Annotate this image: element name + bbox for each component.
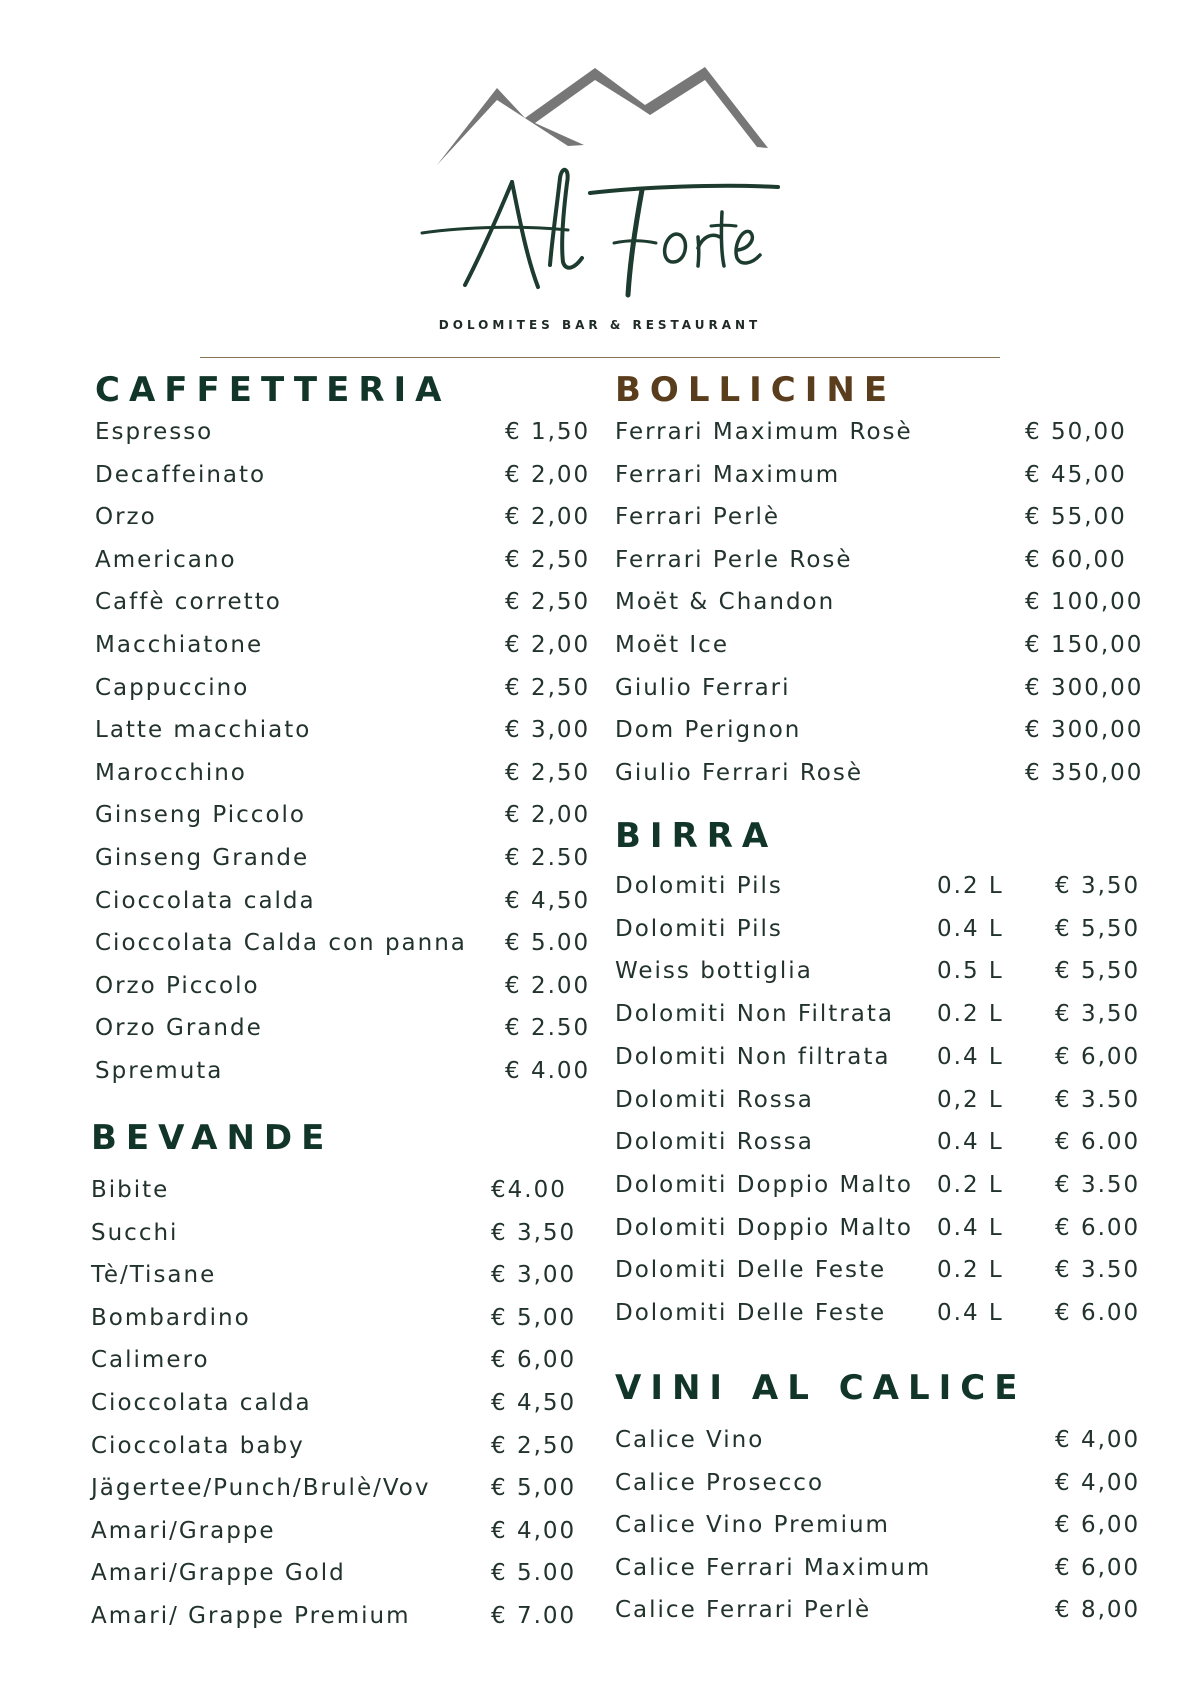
item-name: Latte macchiato <box>95 717 312 744</box>
item-price: € 2,00 <box>505 802 591 829</box>
mountains-icon <box>437 67 768 165</box>
item-size: 0.4 L <box>937 1043 1004 1070</box>
item-name: Calice Prosecco <box>615 1469 825 1496</box>
item-price: € 4,00 <box>1055 1427 1141 1453</box>
item-name: Giulio Ferrari Rosè <box>615 759 863 786</box>
item-price: € 3,00 <box>491 1262 577 1289</box>
item-price: € 2,50 <box>505 759 591 786</box>
menu-item <box>91 1297 621 1339</box>
item-price: € 2,50 <box>505 546 591 573</box>
item-price: € 2.50 <box>505 1015 591 1042</box>
menu-item <box>615 1462 1145 1504</box>
item-price: € 3,50 <box>491 1219 577 1246</box>
item-name: Calice Vino Premium <box>615 1512 890 1539</box>
menu-item <box>615 1121 1145 1163</box>
menu-item <box>91 1169 621 1211</box>
item-name: Calice Vino <box>615 1427 765 1453</box>
menu-item <box>615 908 1145 950</box>
item-price: € 4,50 <box>491 1390 577 1416</box>
item-name: Dolomiti Delle Feste <box>615 1257 887 1284</box>
menu-item <box>615 1207 1145 1249</box>
menu-item <box>91 1510 621 1552</box>
item-price: € 5,00 <box>491 1304 577 1331</box>
menu-item <box>95 411 625 453</box>
menu-item <box>95 752 625 794</box>
item-price: €4.00 <box>491 1177 567 1203</box>
item-price: € 4,00 <box>491 1517 577 1544</box>
menu-item <box>95 709 625 751</box>
item-name: Calimero <box>91 1347 210 1374</box>
item-price: € 3,00 <box>505 717 591 744</box>
item-name: Succhi <box>91 1219 179 1246</box>
menu-item <box>615 1164 1145 1206</box>
section-title-caffetteria: CAFFETTERIA <box>95 370 451 410</box>
item-name: Macchiatone <box>95 632 264 658</box>
item-name: Dolomiti Rossa <box>615 1129 814 1156</box>
item-name: Giulio Ferrari <box>615 674 791 701</box>
item-price: € 300,00 <box>1025 674 1144 701</box>
item-size: 0,2 L <box>937 1086 1004 1113</box>
item-name: Calice Ferrari Maximum <box>615 1554 932 1581</box>
item-price: € 5,50 <box>1055 915 1141 942</box>
item-price: € 3.50 <box>1055 1086 1141 1113</box>
item-size: 0.2 L <box>937 1001 1004 1028</box>
item-name: Cappuccino <box>95 674 250 701</box>
item-price: € 4,00 <box>1055 1469 1141 1496</box>
item-size: 0.4 L <box>937 1300 1004 1326</box>
menu-item <box>95 794 625 836</box>
menu-item <box>91 1339 621 1381</box>
section-title-bollicine: BOLLICINE <box>615 370 897 410</box>
menu-item <box>615 667 1145 709</box>
item-name: Dom Perignon <box>615 717 802 744</box>
menu-item <box>95 581 625 623</box>
section-title-bevande: BEVANDE <box>91 1118 334 1158</box>
brand-script-logo <box>422 170 778 295</box>
menu-item <box>615 624 1145 666</box>
menu-item <box>95 1050 625 1092</box>
menu-item <box>91 1595 621 1637</box>
item-price: € 6.00 <box>1055 1214 1141 1241</box>
item-price: € 2.00 <box>505 972 591 999</box>
menu-item <box>91 1212 621 1254</box>
item-price: € 7.00 <box>491 1603 577 1629</box>
brand-tagline: DOLOMITES BAR & RESTAURANT <box>438 318 762 332</box>
item-price: € 55,00 <box>1025 504 1127 531</box>
menu-item <box>615 1036 1145 1078</box>
item-name: Bombardino <box>91 1304 251 1331</box>
item-price: € 100,00 <box>1025 589 1144 616</box>
item-size: 0.4 L <box>937 1214 1004 1241</box>
item-price: € 2,50 <box>505 589 591 616</box>
item-name: Dolomiti Delle Feste <box>615 1300 887 1326</box>
menu-item <box>91 1254 621 1296</box>
menu-item <box>95 496 625 538</box>
item-size: 0.5 L <box>937 958 1004 985</box>
menu-item <box>95 1007 625 1049</box>
item-size: 0.2 L <box>937 873 1004 899</box>
item-price: € 6,00 <box>1055 1554 1141 1581</box>
item-price: € 4.00 <box>505 1058 591 1084</box>
menu-item <box>91 1467 621 1509</box>
item-name: Orzo Grande <box>95 1015 263 1042</box>
menu-item <box>615 496 1145 538</box>
item-name: Dolomiti Non filtrata <box>615 1043 891 1070</box>
item-price: € 6,00 <box>1055 1043 1141 1070</box>
item-name: Tè/Tisane <box>91 1262 217 1289</box>
item-price: € 6.00 <box>1055 1300 1141 1326</box>
item-price: € 2,00 <box>505 461 591 488</box>
item-price: € 6.00 <box>1055 1129 1141 1156</box>
item-size: 0.4 L <box>937 1129 1004 1156</box>
item-price: € 300,00 <box>1025 717 1144 744</box>
menu-item <box>615 411 1145 453</box>
menu-item <box>91 1382 621 1424</box>
item-name: Caffè corretto <box>95 589 282 616</box>
item-price: € 3.50 <box>1055 1171 1141 1198</box>
item-price: € 8,00 <box>1055 1597 1141 1624</box>
menu-item <box>615 1547 1145 1589</box>
item-name: Amari/ Grappe Premium <box>91 1603 411 1629</box>
item-price: € 3.50 <box>1055 1257 1141 1284</box>
menu-item <box>95 624 625 666</box>
item-price: € 2,00 <box>505 504 591 531</box>
item-name: Decaffeinato <box>95 461 267 488</box>
item-price: € 150,00 <box>1025 632 1144 658</box>
item-name: Moët Ice <box>615 632 729 658</box>
menu-item <box>615 1419 1145 1461</box>
logo <box>0 0 1200 360</box>
item-name: Marocchino <box>95 759 247 786</box>
item-name: Weiss bottiglia <box>615 958 813 985</box>
item-name: Orzo Piccolo <box>95 972 260 999</box>
menu-item <box>615 709 1145 751</box>
item-name: Ferrari Perlè <box>615 504 781 531</box>
item-name: Dolomiti Rossa <box>615 1086 814 1113</box>
item-name: Cioccolata Calda con panna <box>95 930 467 957</box>
item-price: € 350,00 <box>1025 759 1144 786</box>
item-name: Cioccolata calda <box>95 887 316 914</box>
menu-item <box>615 950 1145 992</box>
menu-item <box>615 1249 1145 1291</box>
menu-item <box>615 539 1145 581</box>
menu-item <box>615 1504 1145 1546</box>
item-name: Dolomiti Pils <box>615 873 783 899</box>
item-name: Dolomiti Doppio Malto <box>615 1214 913 1241</box>
item-name: Americano <box>95 546 237 573</box>
item-name: Jägertee/Punch/Brulè/Vov <box>91 1475 431 1502</box>
item-name: Cioccolata baby <box>91 1432 305 1459</box>
item-name: Orzo <box>95 504 157 531</box>
menu-item <box>615 1079 1145 1121</box>
item-price: € 2,50 <box>505 674 591 701</box>
item-name: Dolomiti Pils <box>615 915 783 942</box>
menu-item <box>91 1425 621 1467</box>
header-divider <box>200 357 1000 358</box>
item-name: Bibite <box>91 1177 170 1203</box>
item-name: Espresso <box>95 419 214 445</box>
item-name: Dolomiti Non Filtrata <box>615 1001 894 1028</box>
item-name: Ferrari Perle Rosè <box>615 546 853 573</box>
item-price: € 2.50 <box>505 845 591 871</box>
item-name: Spremuta <box>95 1058 224 1084</box>
menu-item <box>95 837 625 879</box>
item-name: Amari/Grappe Gold <box>91 1560 346 1587</box>
section-title-vini: VINI AL CALICE <box>615 1368 1027 1408</box>
item-price: € 6,00 <box>1055 1512 1141 1539</box>
menu-item <box>91 1552 621 1594</box>
section-title-birra: BIRRA <box>615 816 778 856</box>
item-size: 0.2 L <box>937 1257 1004 1284</box>
menu-item <box>95 922 625 964</box>
item-price: € 2,50 <box>491 1432 577 1459</box>
item-name: Cioccolata calda <box>91 1390 312 1416</box>
item-name: Amari/Grappe <box>91 1517 276 1544</box>
menu-item <box>95 539 625 581</box>
menu-item <box>615 1589 1145 1631</box>
menu-item <box>615 993 1145 1035</box>
item-price: € 6,00 <box>491 1347 577 1374</box>
item-price: € 5,50 <box>1055 958 1141 985</box>
item-price: € 3,50 <box>1055 1001 1141 1028</box>
item-name: Ferrari Maximum Rosè <box>615 419 913 445</box>
menu-item <box>95 454 625 496</box>
item-price: € 50,00 <box>1025 419 1127 445</box>
item-name: Dolomiti Doppio Malto <box>615 1171 913 1198</box>
menu-item <box>615 1292 1145 1334</box>
item-price: € 2,00 <box>505 632 591 658</box>
item-price: € 5.00 <box>505 930 591 957</box>
item-price: € 4,50 <box>505 887 591 914</box>
menu-item <box>615 454 1145 496</box>
item-price: € 5,00 <box>491 1475 577 1502</box>
item-name: Ferrari Maximum <box>615 461 841 488</box>
menu-item <box>95 880 625 922</box>
item-price: € 5.00 <box>491 1560 577 1587</box>
menu-item <box>95 667 625 709</box>
item-price: € 45,00 <box>1025 461 1127 488</box>
item-name: Moët & Chandon <box>615 589 836 616</box>
menu-item <box>615 752 1145 794</box>
item-name: Ginseng Piccolo <box>95 802 306 829</box>
item-name: Ginseng Grande <box>95 845 310 871</box>
menu-item <box>615 865 1145 907</box>
item-name: Calice Ferrari Perlè <box>615 1597 872 1624</box>
item-price: € 3,50 <box>1055 873 1141 899</box>
item-price: € 1,50 <box>505 419 591 445</box>
item-price: € 60,00 <box>1025 546 1127 573</box>
menu-item <box>95 965 625 1007</box>
menu-item <box>615 581 1145 623</box>
item-size: 0.4 L <box>937 915 1004 942</box>
item-size: 0.2 L <box>937 1171 1004 1198</box>
